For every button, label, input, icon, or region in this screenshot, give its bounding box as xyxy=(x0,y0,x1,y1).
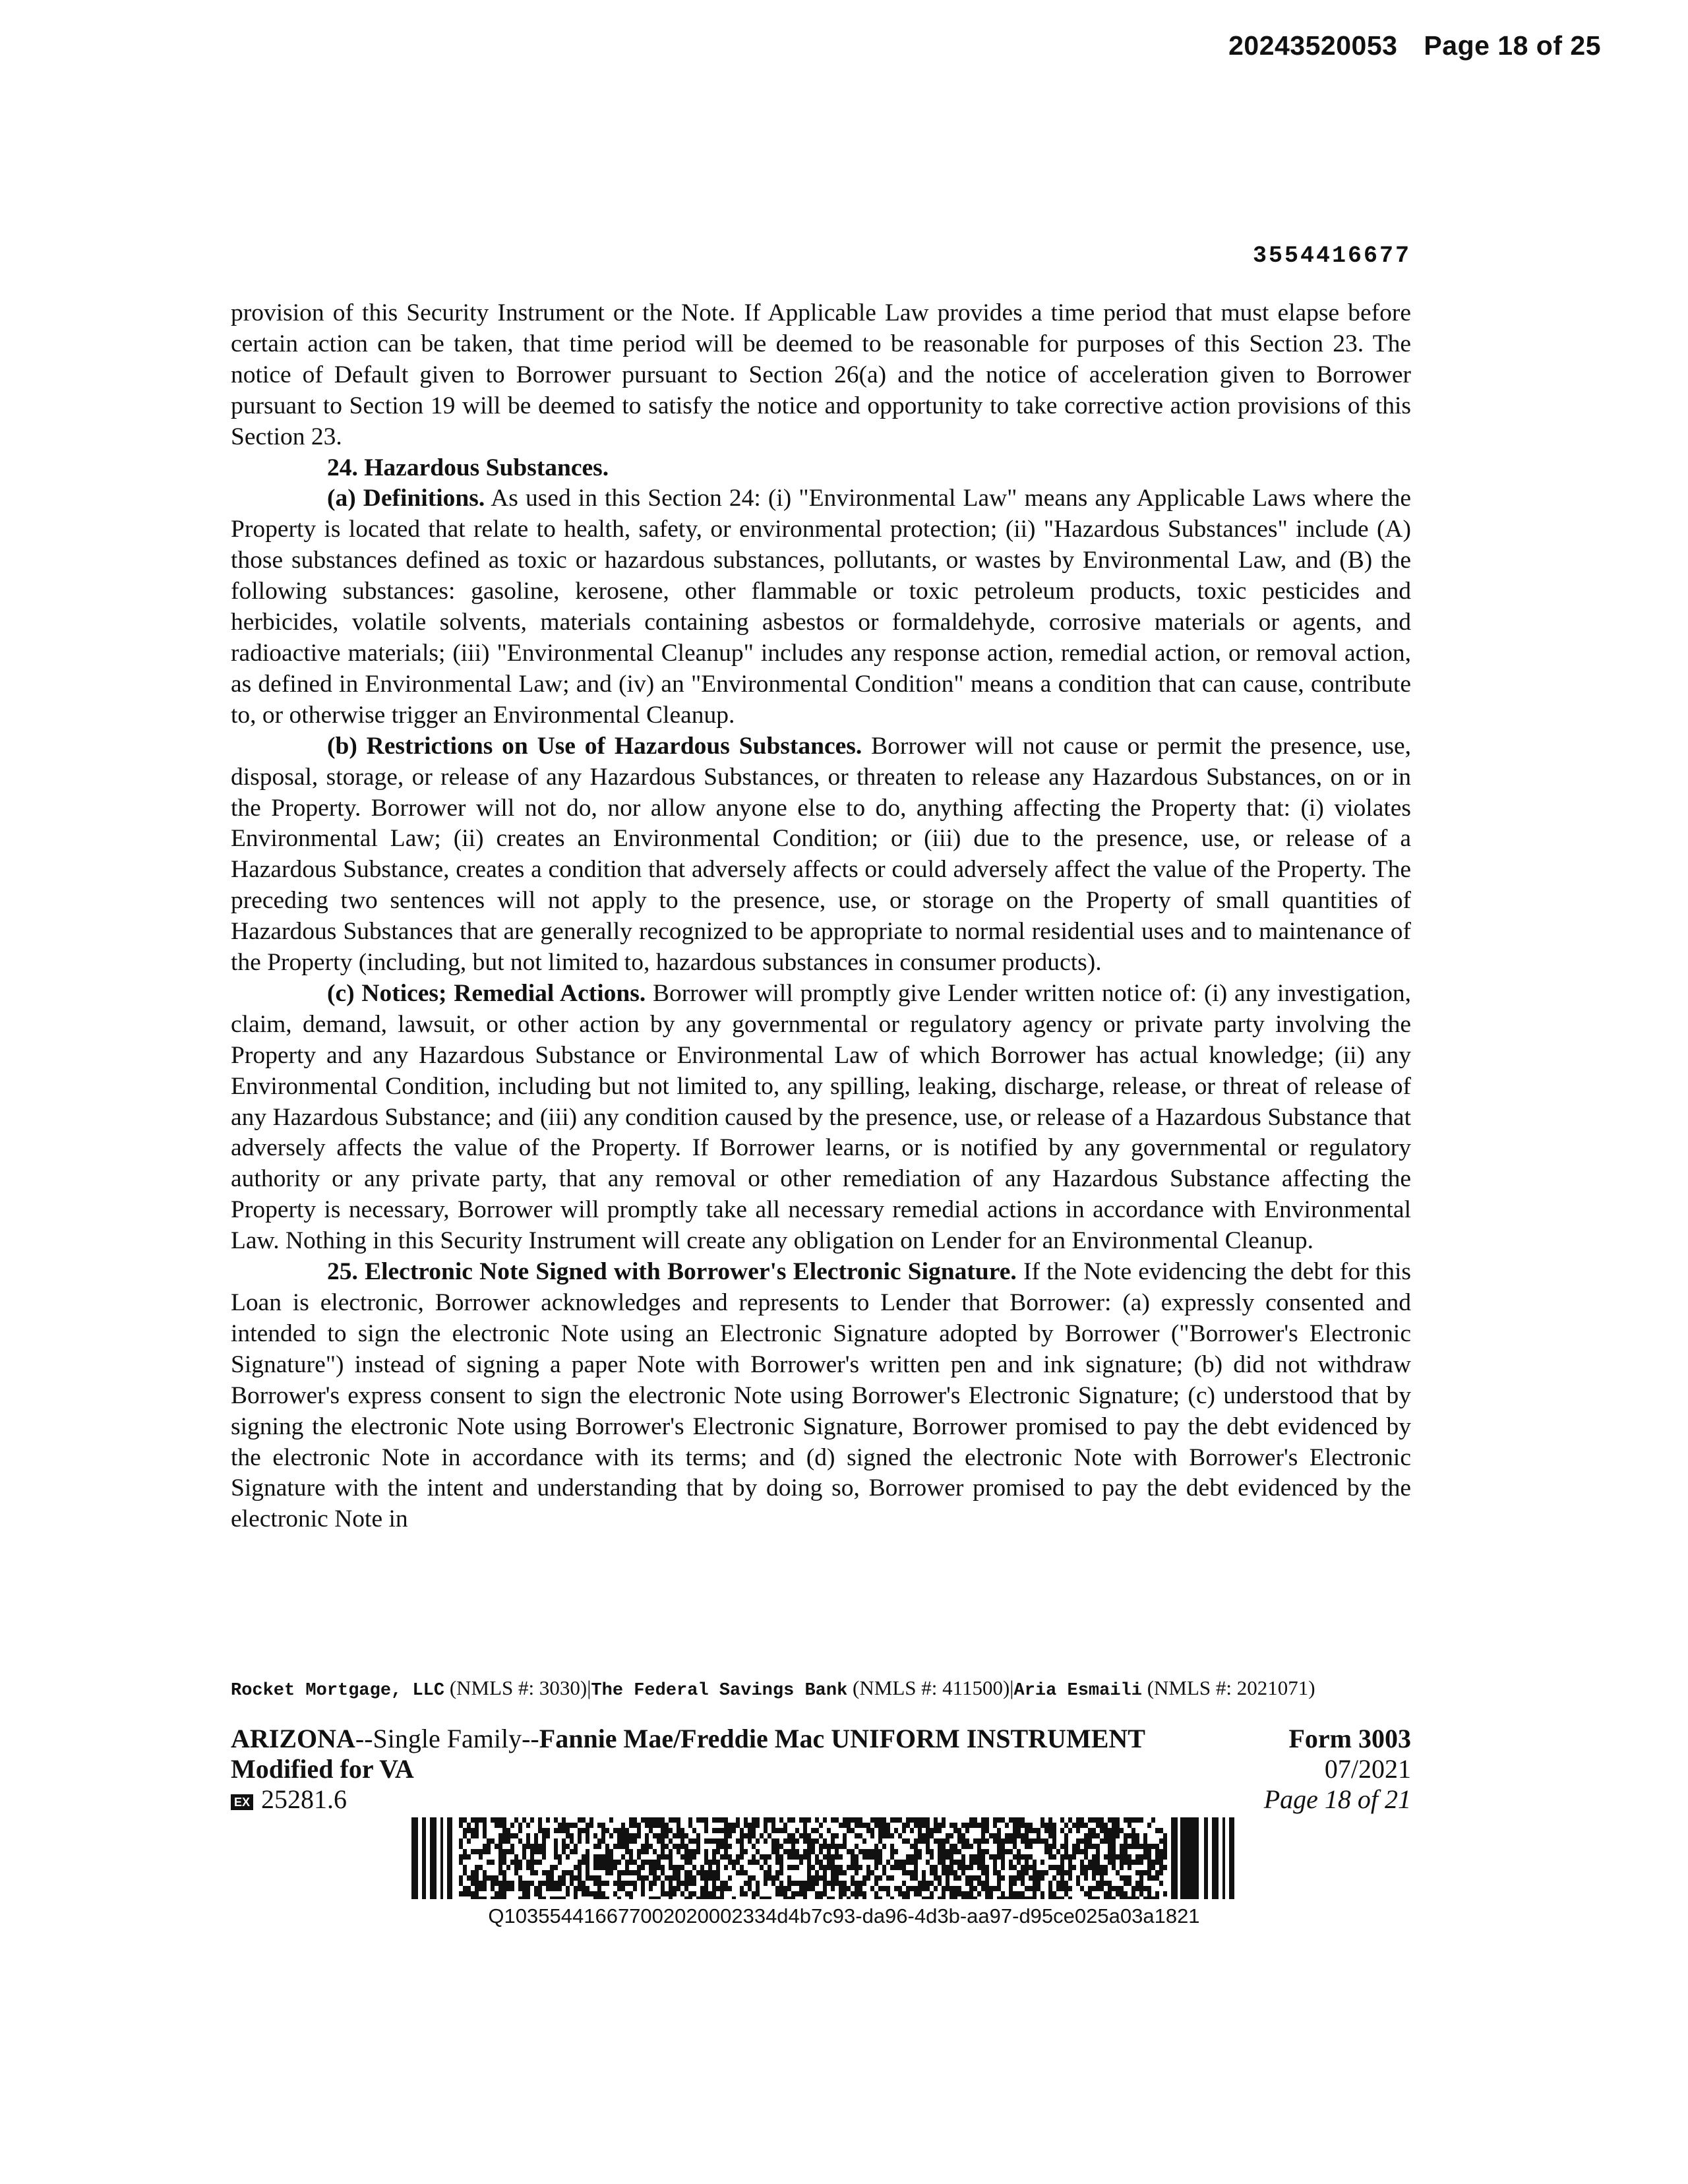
lender-name: Rocket Mortgage, LLC xyxy=(231,1681,445,1701)
form-page: Page 18 of 21 xyxy=(1263,1784,1411,1814)
ex-logo-icon: EX xyxy=(231,1794,253,1810)
footer-modified: Modified for VA xyxy=(231,1754,414,1784)
footer-form-info xyxy=(1264,1724,1411,1815)
recording-header xyxy=(1228,30,1601,61)
lender-nmls: (NMLS #: 3030) xyxy=(449,1676,588,1699)
document-body xyxy=(231,298,1411,1535)
footer-family: --Single Family-- xyxy=(355,1724,539,1753)
section-24a-paragraph xyxy=(231,483,1411,731)
bank-name: The Federal Savings Bank xyxy=(591,1681,848,1701)
loan-originator-name: Aria Esmaili xyxy=(1013,1681,1142,1701)
section-24-heading: 24. Hazardous Substances. xyxy=(327,454,609,481)
footer-doc-code: 25281.6 xyxy=(261,1784,347,1814)
section-25-heading: 25. Electronic Note Signed with Borrower's Electronic Signature. xyxy=(327,1258,1017,1286)
section-24c-text: Borrower will promptly give Lender written notice of: (i) any investigation, claim, demand, lawsuit, or other action by any governmental or regulatory agency or private party involving the Property and any Hazardous Substance or Environmental Law of which Borrower has actual knowledge; (ii) any Environmental Condition, including but not limited to, any spilling, leaking, discharge, release, or threat of release of any Hazardous Substance; and (iii) any condition caused by the presence, use, or release of a Hazardous Substance that adversely affects the value of the Property. If Borrower learns, or is notified by any governmental or regulatory authority or any private party, that any removal or other remediation of any Hazardous Substance affecting the Property is necessary, Borrower will promptly take all necessary remedial actions in accordance with Environmental Law. Nothing in this Security Instrument will create any obligation on Lender for an Environmental Cleanup. xyxy=(231,979,1411,1255)
lender-info xyxy=(231,1675,1411,1704)
footer-form-title xyxy=(231,1724,1207,1815)
section-25-paragraph xyxy=(231,1257,1411,1535)
section-24b-paragraph xyxy=(231,731,1411,979)
barcode-text: Q103554416677002020002334d4b7c93-da96-4d3b-aa97-d95ce025a03a1821 xyxy=(488,1904,1200,1927)
footer-state: ARIZONA xyxy=(231,1724,355,1753)
section-24a-text: As used in this Section 24: (i) "Environmental Law" means any Applicable Laws where the Property is located that relate to health, safety, or environmental protection; (ii) "Hazardous Substances" include (A) those substances defined as toxic or hazardous substances, pollutants, or wastes by Environmental Law, and (B) the following substances: gasoline, kerosene, other flammable or toxic petroleum products, toxic pesticides and herbicides, volatile solvents, materials containing asbestos or formaldehyde, corrosive materials or agents, and radioactive materials; (iii) "Environmental Cleanup" includes any response action, remedial action, or removal action, as defined in Environmental Law; and (iv) an "Environmental Condition" means a condition that can cause, contribute to, or otherwise trigger an Environmental Cleanup. xyxy=(231,485,1411,729)
form-number: Form 3003 xyxy=(1288,1724,1411,1753)
separator: | xyxy=(1010,1676,1014,1699)
loan-number: 3554416677 xyxy=(1252,243,1411,269)
barcode xyxy=(411,1817,1237,1899)
separator: | xyxy=(587,1676,591,1699)
recording-number: 20243520053 xyxy=(1228,30,1398,61)
section-24b-text: Borrower will not cause or permit the presence, use, disposal, storage, or release of any Hazardous Substances, or threaten to release any Hazardous Substances, on or in the Property. Borrower will not do, nor allow anyone else to do, anything affecting the Property that: (i) violates Environmental Law; (ii) creates an Environmental Condition; or (iii) due to the presence, use, or release of a Hazardous Substance, creates a condition that adversely affects or could adversely affect the value of the Property. The preceding two sentences will not apply to the presence, use, or storage on the Property of small quantities of Hazardous Substances that are generally recognized to be appropriate to normal residential uses and to maintenance of the Property (including, but not limited to, hazardous substances in consumer products). xyxy=(231,732,1411,977)
bank-nmls: (NMLS #: 411500) xyxy=(853,1676,1010,1699)
section-24a-heading: (a) Definitions. xyxy=(327,485,485,512)
section-23-continuation: provision of this Security Instrument or the Note. If Applicable Law provides a time period that must elapse before certain action can be taken, that time period will be deemed to be reasonable for purposes of this Section 23. The notice of Default given to Borrower pursuant to Section 26(a) and the notice of acceleration given to Borrower pursuant to Section 19 will be deemed to satisfy the notice and opportunity to take corrective action provisions of this Section 23. xyxy=(231,299,1411,450)
loan-originator-nmls: (NMLS #: 2021071) xyxy=(1147,1676,1315,1699)
footer-instrument: Fannie Mae/Freddie Mac UNIFORM INSTRUMENT xyxy=(539,1724,1145,1753)
recording-page-label: Page 18 of 25 xyxy=(1424,30,1601,61)
section-25-text: If the Note evidencing the debt for this Loan is electronic, Borrower acknowledges and represents to Lender that Borrower: (a) expressly consented and intended to sign the electronic Note using an Electronic Signature adopted by Borrower ("Borrower's Electronic Signature") instead of signing a paper Note with Borrower's written pen and ink signature; (b) did not withdraw Borrower's express consent to sign the electronic Note using Borrower's Electronic Signature; (c) understood that by signing the electronic Note using Borrower's Electronic Signature, Borrower promised to pay the debt evidenced by the electronic Note in accordance with its terms; and (d) signed the electronic Note with Borrower's Electronic Signature with the intent and understanding that by doing so, Borrower promised to pay the debt evidenced by the electronic Note in xyxy=(231,1258,1411,1533)
section-24b-heading: (b) Restrictions on Use of Hazardous Substances. xyxy=(327,732,862,760)
form-date: 07/2021 xyxy=(1324,1754,1411,1784)
section-24c-heading: (c) Notices; Remedial Actions. xyxy=(327,979,646,1007)
section-24c-paragraph xyxy=(231,979,1411,1257)
